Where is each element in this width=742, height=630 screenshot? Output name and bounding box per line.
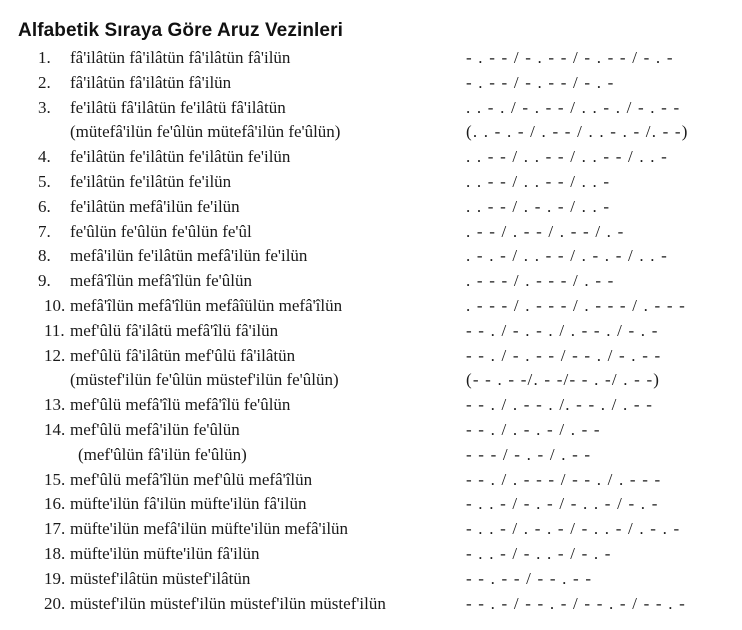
item-number: 5. [38,171,51,191]
meter-text: mef'ûlü fâ'ilâtün mef'ûlü fâ'ilâtün [70,345,296,365]
meter-pattern: - - . / - . - . / . - - . / - . - [466,320,659,340]
meter-text: mef'ûlü mefâ'ilün fe'ûlün [70,419,240,439]
meter-text: fe'ilâtü fâ'ilâtün fe'ilâtü fâ'ilâtün [70,97,286,117]
item-number: 20. [44,593,66,613]
meter-pattern: - - - / - . - / . - - [466,444,592,464]
item-number: 2. [38,72,51,92]
meter-pattern: - - . / . - - . /. - - . / . - - [466,395,654,415]
list-item [0,244,742,269]
meter-pattern: . - - - / . - - - / . - - - / . - - - [466,295,687,315]
meter-text: mef'ûlü fâ'ilâtü mefâ'îlü fâ'ilün [70,320,279,340]
meter-text: mefâ'îlün mefâ'îlün mefâîülün mefâ'îlün [70,295,343,315]
item-number: 16. [44,494,66,514]
meter-pattern: - - . - - / - - . - - [466,568,593,588]
item-number: 13. [44,395,66,415]
list-item [0,269,742,294]
meter-text: müstef'ilün müstef'ilün müstef'ilün müstef'ilün [70,593,386,613]
list-item [0,567,742,592]
item-number: 12. [44,345,66,365]
list-item [0,492,742,517]
item-number: 11. [44,320,65,340]
page-title: Alfabetik Sıraya Göre Aruz Vezinleri [18,20,343,41]
meter-pattern: - - . / - . - - / - - . / - . - - [466,345,662,365]
meter-pattern: - - . / . - . - / . - - [466,419,601,439]
meter-text: fe'ûlün fe'ûlün fe'ûlün fe'ûl [70,221,252,241]
item-number: 6. [38,196,51,216]
meter-text: (mütefâ'ilün fe'ûlün mütefâ'ilün fe'ûlün) [70,122,341,142]
item-number: 8. [38,246,51,266]
meter-pattern: . . - - / . . - - / . . - [466,171,611,191]
item-number: 14. [44,419,66,439]
meter-pattern: . - - - / . - - - / . - - [466,271,615,291]
item-number: 9. [38,271,51,291]
meter-text: mef'ûlü mefâ'îlün mef'ûlü mefâ'îlün [70,469,313,489]
item-number: 1. [38,48,51,67]
list-item [0,368,742,393]
meter-text: müfte'ilün fâ'ilün müfte'ilün fâ'ilün [70,494,307,514]
meter-pattern: . - . - / . . - - / . - . - / . . - [466,246,669,266]
list-item [0,393,742,418]
item-number: 17. [44,519,66,539]
item-number: 19. [44,568,66,588]
list-item [0,592,742,617]
list-item [0,294,742,319]
list-item [0,120,742,145]
meter-pattern: (. . - . - / . - - / . . - . - /. - -) [466,122,689,142]
meter-pattern: - . . - / - . - / - . . - / - . - [466,494,659,514]
item-number: 18. [44,543,66,563]
meter-text: fâ'ilâtün fâ'ilâtün fâ'ilün [70,72,232,92]
list-item [0,71,742,96]
meter-text: fe'ilâtün fe'ilâtün fe'ilâtün fe'ilün [70,147,291,167]
meter-text: fe'ilâtün mefâ'ilün fe'ilün [70,196,240,216]
list-item [0,170,742,195]
meter-pattern: - . - - / - . - - / - . - - / - . - [466,48,674,67]
meter-text: mefâ'ilün fe'ilâtün mefâ'ilün fe'ilün [70,246,308,266]
list-item [0,319,742,344]
list-item [0,195,742,220]
meter-pattern: . . - . / - . - - / . . - . / - . - - [466,97,681,117]
list-item [0,468,742,493]
list-item [0,220,742,245]
meter-text: müstef'ilâtün müstef'ilâtün [70,568,251,588]
list-item [0,46,742,71]
meter-pattern: - . . - / . - . - / - . . - / . - . - [466,519,681,539]
meter-text: mef'ûlü mefâ'îlü mefâ'îlü fe'ûlün [70,395,291,415]
item-number: 10. [44,295,66,315]
list-item [0,443,742,468]
meter-pattern: (- - . - -/. - -/- - . -/ . - -) [466,370,661,390]
meter-pattern: - - . - / - - . - / - - . - / - - . - [466,593,687,613]
item-number: 15. [44,469,66,489]
item-number: 3. [38,97,51,117]
meter-pattern: - . . - / - . . - / - . - [466,543,612,563]
meter-pattern: - - . / . - - - / - - . / . - - - [466,469,662,489]
meter-text: fe'ilâtün fe'ilâtün fe'ilün [70,171,232,191]
meter-text: müfte'ilün mefâ'ilün müfte'ilün mefâ'ilün [70,519,349,539]
list-item [0,542,742,567]
list-item [0,145,742,170]
meter-text: müfte'ilün müfte'ilün fâ'ilün [70,543,260,563]
meter-pattern: . . - - / . - . - / . . - [466,196,611,216]
meter-pattern: . . - - / . . - - / . . - - / . . - [466,147,669,167]
meter-list [0,46,742,616]
meter-text: (mef'ûlün fâ'ilün fe'ûlün) [78,444,247,464]
list-item [0,418,742,443]
list-item [0,344,742,369]
item-number: 7. [38,221,51,241]
meter-pattern: - . - - / - . - - / - . - [466,72,615,92]
list-item [0,96,742,121]
meter-text: mefâ'îlün mefâ'îlün fe'ûlün [70,271,252,291]
meter-text: fâ'ilâtün fâ'ilâtün fâ'ilâtün fâ'ilün [70,48,291,67]
meter-text: (müstef'ilün fe'ûlün müstef'ilün fe'ûlün) [70,370,339,390]
list-item [0,517,742,542]
meter-pattern: . - - / . - - / . - - / . - [466,221,625,241]
item-number: 4. [38,147,51,167]
